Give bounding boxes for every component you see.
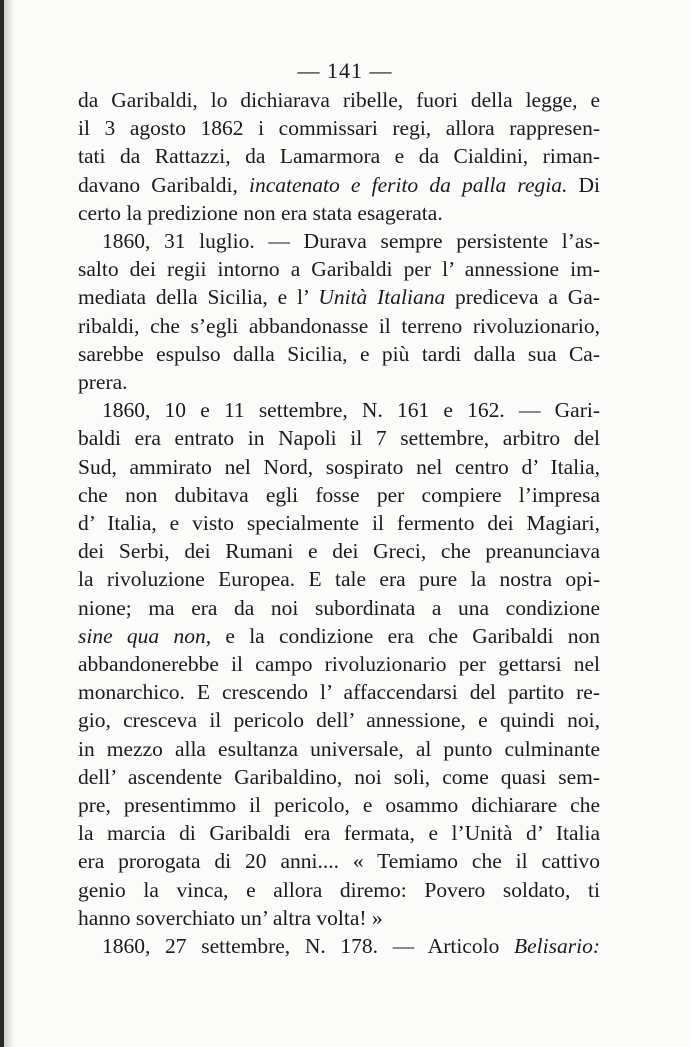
text-line	[78, 706, 600, 734]
text-line	[78, 255, 600, 283]
text-run: genio la vinca, e allora diremo: Povero soldato, ti	[78, 877, 600, 902]
text-line	[78, 453, 600, 481]
text-run: tati da Rattazzi, da Lamarmora e da Cialdini, riman-	[78, 144, 600, 169]
text-run: abbandonerebbe il campo rivoluzionario per gettarsi nel	[78, 652, 600, 677]
text-run: nione; ma era da noi subordinata a una condizione	[78, 595, 600, 620]
text-run: dei Serbi, dei Rumani e dei Greci, che preanunciava	[78, 539, 600, 564]
text-run: 1860, 31 luglio. — Durava sempre persistente l’as-	[102, 229, 600, 254]
text-run: certo la predizione non era stata esagerata.	[78, 200, 443, 225]
text-run: sarebbe espulso dalla Sicilia, e più tardi dalla sua Ca-	[78, 341, 600, 366]
text-line	[78, 312, 600, 340]
text-line	[78, 171, 600, 199]
text-line	[78, 876, 600, 904]
text-run: la marcia di Garibaldi era fermata, e l’Unità d’ Italia	[78, 821, 600, 846]
text-run: pre, presentimmo il pericolo, e osammo dichiarare che	[78, 793, 600, 818]
italic-text: Belisario:	[514, 934, 600, 959]
text-run: in mezzo alla esultanza universale, al punto culminante	[78, 736, 600, 761]
text-line	[78, 199, 600, 227]
text-run: da Garibaldi, lo dichiarava ribelle, fuori della legge, e	[78, 88, 600, 112]
text-run: e la condizione era che Garibaldi non	[211, 623, 601, 648]
text-line	[78, 847, 600, 875]
text-run: Di	[567, 172, 601, 197]
text-line	[78, 735, 600, 763]
text-line	[78, 86, 600, 114]
text-run: era prorogata di 20 anni.... « Temiamo che il cattivo	[78, 849, 600, 874]
text-run: hanno soverchiato un’ altra volta! »	[78, 905, 383, 930]
text-line	[78, 368, 600, 396]
italic-text: Unità Italiana	[318, 285, 446, 310]
text-line	[78, 142, 600, 170]
italic-text: incatenato e ferito da palla regia.	[248, 172, 568, 197]
text-run: prediceva a Ga-	[445, 285, 600, 310]
text-run: mediata della Sicilia, e l’	[78, 285, 319, 310]
text-line	[78, 622, 600, 650]
text-run: gio, cresceva il pericolo dell’ annessione, e quindi noi,	[78, 708, 600, 733]
text-line	[78, 424, 600, 452]
text-run: Sud, ammirato nel Nord, sospirato nel centro d’ Italia,	[78, 454, 600, 479]
text-run: dell’ ascendente Garibaldino, noi soli, come quasi sem-	[78, 764, 600, 789]
text-line	[78, 650, 600, 678]
text-line	[78, 819, 600, 847]
text-line	[78, 594, 600, 622]
text-line	[78, 509, 600, 537]
text-run: baldi era entrato in Napoli il 7 settembre, arbitro del	[78, 426, 600, 451]
text-run: che non dubitava egli fosse per compiere l’impresa	[78, 482, 600, 507]
text-run: prera.	[78, 370, 128, 395]
text-run: d’ Italia, e visto specialmente il fermento dei Magiari,	[78, 511, 600, 536]
text-line	[78, 565, 600, 593]
text-line	[78, 763, 600, 791]
text-run: davano Garibaldi,	[78, 172, 249, 197]
text-run: 1860, 27 settembre, N. 178. — Articolo	[102, 934, 514, 959]
text-run: salto dei regii intorno a Garibaldi per l’ annessione im-	[78, 257, 600, 282]
text-line	[78, 537, 600, 565]
text-line	[78, 340, 600, 368]
text-run: monarchico. E crescendo l’ affaccendarsi del partito re-	[78, 680, 600, 705]
text-line	[78, 791, 600, 819]
text-run: 1860, 10 e 11 settembre, N. 161 e 162. — Gari-	[102, 398, 600, 423]
text-line	[78, 678, 600, 706]
text-line	[78, 932, 600, 960]
text-run: ribaldi, che s’egli abbandonasse il terreno rivoluzionario,	[78, 313, 600, 338]
text-line	[78, 396, 600, 424]
italic-text: sine qua non,	[78, 623, 212, 648]
body-text	[78, 86, 600, 960]
text-run: la rivoluzione Europea. E tale era pure la nostra opi-	[78, 567, 600, 592]
page-number: — 141 —	[297, 58, 393, 83]
text-line	[78, 283, 600, 311]
text-run: il 3 agosto 1862 i commissari regi, allora rappresen-	[78, 116, 600, 141]
text-line	[78, 114, 600, 142]
text-line	[78, 481, 600, 509]
page-binding-shadow	[4, 0, 14, 1047]
text-line	[78, 904, 600, 932]
text-line	[78, 227, 600, 255]
